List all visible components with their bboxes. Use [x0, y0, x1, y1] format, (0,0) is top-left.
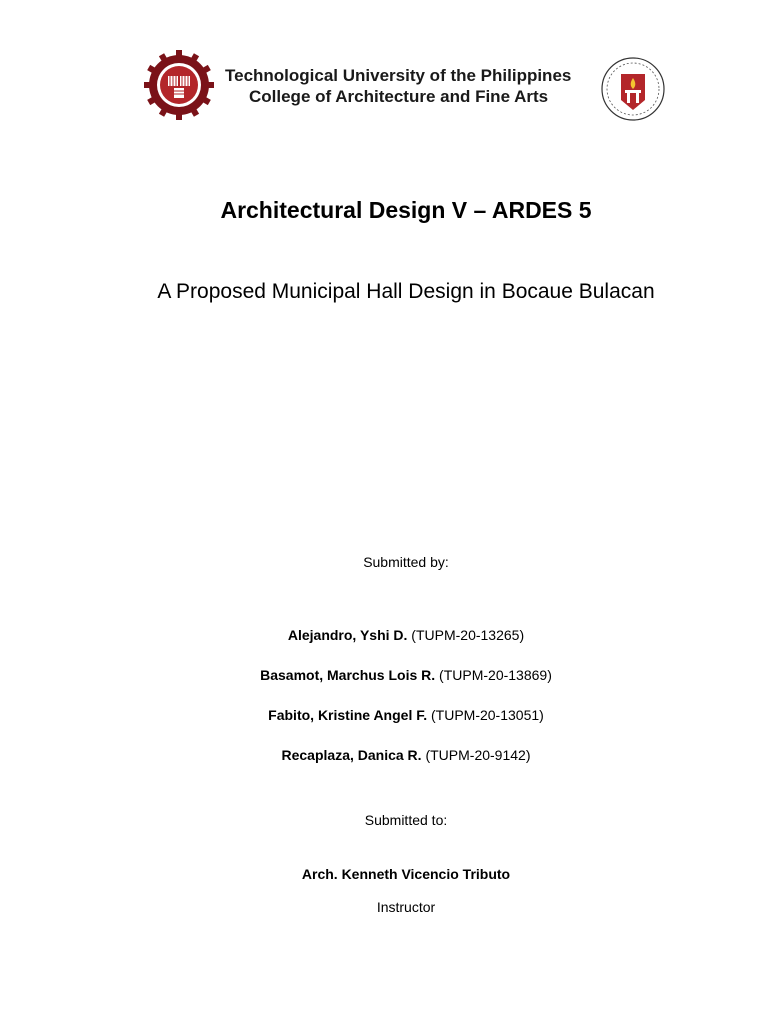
- student-id: (TUPM-20-13051): [431, 707, 544, 723]
- project-title: A Proposed Municipal Hall Design in Bocaue Bulacan: [157, 280, 655, 303]
- student-entry: [0, 666, 768, 684]
- cafa-seal-icon: [598, 56, 668, 122]
- course-title: Architectural Design V – ARDES 5: [220, 197, 592, 223]
- student-name: Basamot, Marchus Lois R.: [260, 667, 436, 683]
- student-entry: [0, 626, 768, 644]
- college-name: College of Architecture and Fine Arts: [249, 87, 549, 106]
- student-id: (TUPM-20-13265): [411, 627, 525, 643]
- letterhead: [0, 0, 768, 140]
- student-id: (TUPM-20-13869): [439, 667, 552, 683]
- student-name: Fabito, Kristine Angel F.: [268, 707, 428, 723]
- university-name: Technological University of the Philippines: [225, 66, 572, 85]
- submitted-to-label: Submitted to:: [364, 812, 448, 828]
- student-id: (TUPM-20-9142): [425, 747, 531, 763]
- student-entry: [0, 746, 768, 764]
- student-name: Alejandro, Yshi D.: [287, 627, 408, 643]
- submitted-by-label: Submitted by:: [363, 554, 449, 570]
- institution-name: [225, 65, 571, 107]
- student-entry: [0, 706, 768, 724]
- tup-gear-seal-icon: [144, 50, 214, 120]
- instructor-entry: [0, 865, 768, 883]
- instructor-role: Instructor: [376, 899, 436, 915]
- instructor-name: Arch. Kenneth Vicencio Tributo: [301, 866, 511, 882]
- student-name: Recaplaza, Danica R.: [281, 747, 422, 763]
